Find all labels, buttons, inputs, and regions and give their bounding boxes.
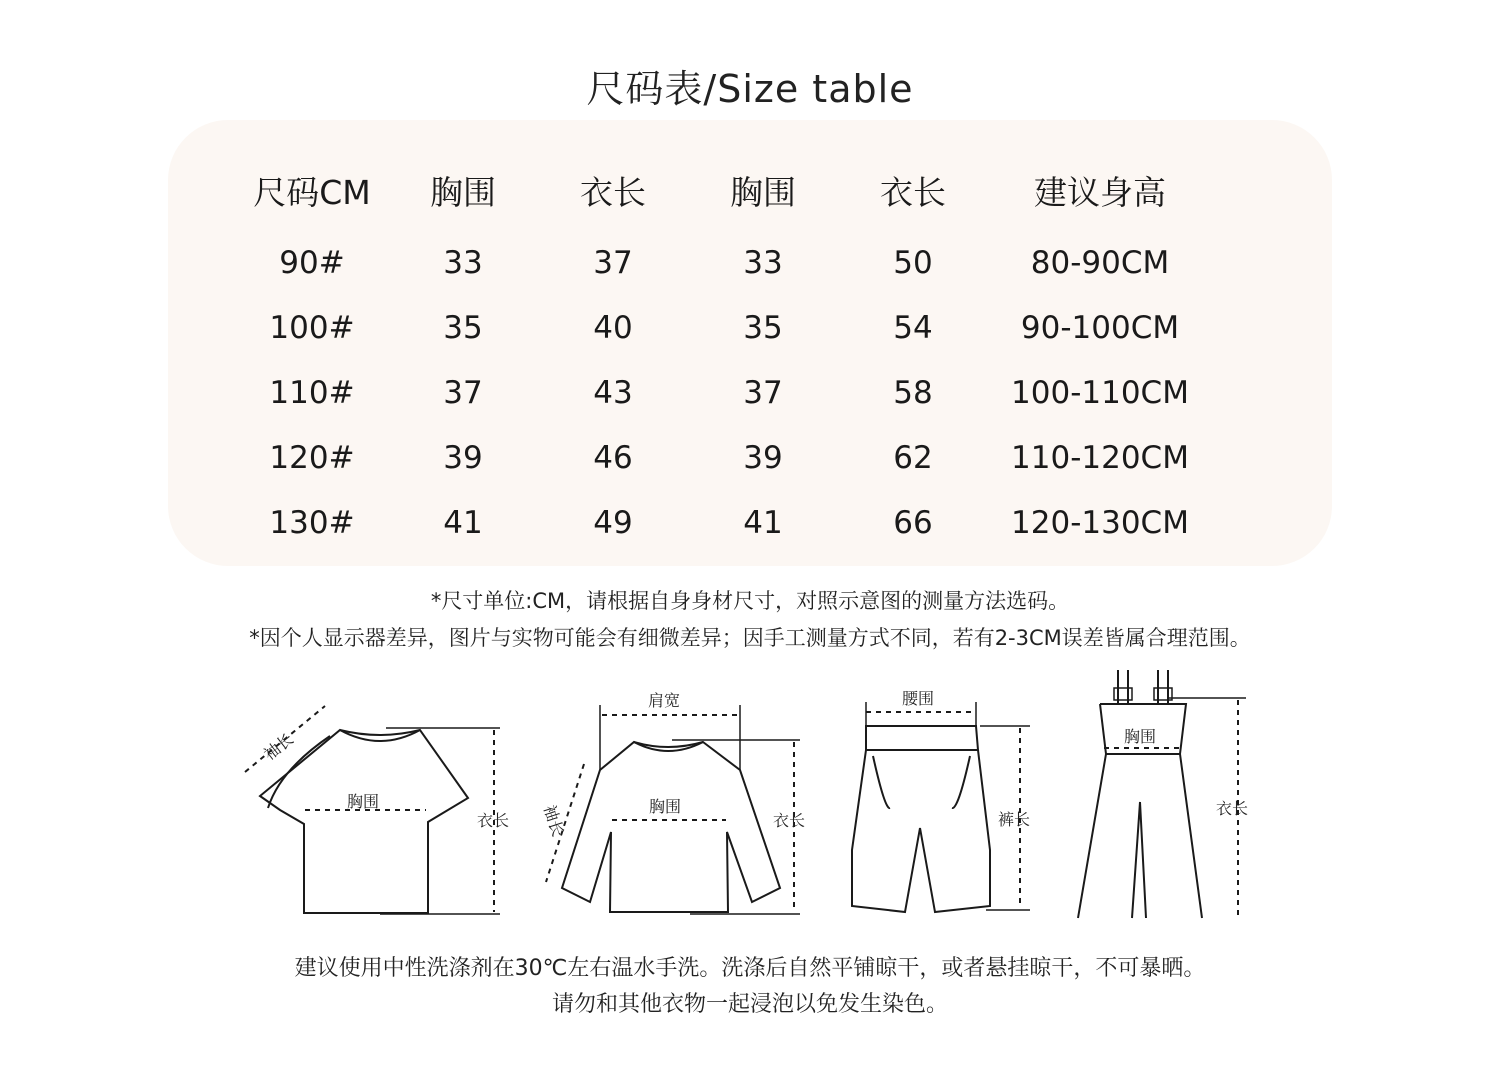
table-row [236,425,1212,490]
note-unit: *尺寸单位:CM，请根据自身身材尺寸，对照示意图的测量方法选码。 [430,589,1070,613]
table-row [236,360,1212,425]
tshirt-chest-label: 胸围 [347,792,380,811]
longsleeve-length-label: 衣长 [773,811,806,830]
care-instructions-line-2: 请勿和其他衣物一起浸泡以免发生染色。 [551,992,948,1017]
header-length: 衣长 [580,172,646,212]
table-cell: 49 [593,504,633,541]
table-cell: 35 [443,309,483,346]
tshirt-sleeve-label: 袖长 [260,729,298,764]
table-cell: 33 [443,244,483,281]
table-cell: 58 [893,374,933,411]
overalls-length-label: 衣长 [1216,799,1249,818]
header-chest: 胸围 [430,172,496,212]
table-cell: 35 [743,309,783,346]
longsleeve-sleeve-label: 袖长 [539,802,568,839]
header-height: 建议身高 [1034,172,1166,212]
header-length-2: 衣长 [880,172,946,212]
table-cell: 100-110CM [1011,374,1189,411]
shorts-waist-label: 腰围 [902,689,935,708]
longsleeve-chest-label: 胸围 [649,797,682,816]
longsleeve-diagram [540,691,805,914]
measurement-diagrams [0,660,1500,930]
header-size: 尺码CM [253,172,371,212]
page-title: 尺码表/Size table [586,67,914,111]
header-chest-2: 胸围 [730,172,796,212]
shorts-length-label: 裤长 [998,810,1031,829]
table-cell: 37 [743,374,783,411]
tshirt-length-label: 衣长 [477,811,510,830]
size-table [236,150,1212,555]
overalls-diagram [1078,670,1248,918]
overalls-chest-label: 胸围 [1124,727,1157,746]
table-cell: 39 [443,439,483,476]
table-cell: 100# [269,309,355,346]
shorts-diagram [852,689,1030,912]
table-cell: 120-130CM [1011,504,1189,541]
table-cell: 120# [269,439,355,476]
table-header-row [236,150,1212,230]
table-cell: 62 [893,439,933,476]
table-cell: 90-100CM [1020,309,1180,346]
table-cell: 90# [279,244,345,281]
table-cell: 54 [893,309,933,346]
table-cell: 110# [269,374,355,411]
note-tolerance: *因个人显示器差异，图片与实物可能会有细微差异；因手工测量方式不同，若有2-3CM误差皆属合理范围。 [249,626,1251,650]
table-cell: 33 [743,244,783,281]
table-cell: 41 [743,504,783,541]
table-cell: 39 [743,439,783,476]
table-cell: 46 [593,439,633,476]
tshirt-diagram [245,706,509,914]
table-row [236,490,1212,555]
table-cell: 66 [893,504,933,541]
table-cell: 37 [443,374,483,411]
longsleeve-shoulder-label: 肩宽 [648,691,681,710]
table-cell: 41 [443,504,483,541]
table-cell: 40 [593,309,633,346]
table-row [236,230,1212,295]
table-cell: 130# [269,504,355,541]
care-instructions-line-1: 建议使用中性洗涤剂在30℃左右温水手洗。洗涤后自然平铺晾干，或者悬挂晾干，不可暴晒。 [294,956,1206,981]
table-row [236,295,1212,360]
table-cell: 80-90CM [1030,244,1170,281]
table-cell: 37 [593,244,633,281]
table-cell: 50 [893,244,933,281]
table-cell: 110-120CM [1011,439,1189,476]
table-cell: 43 [593,374,633,411]
